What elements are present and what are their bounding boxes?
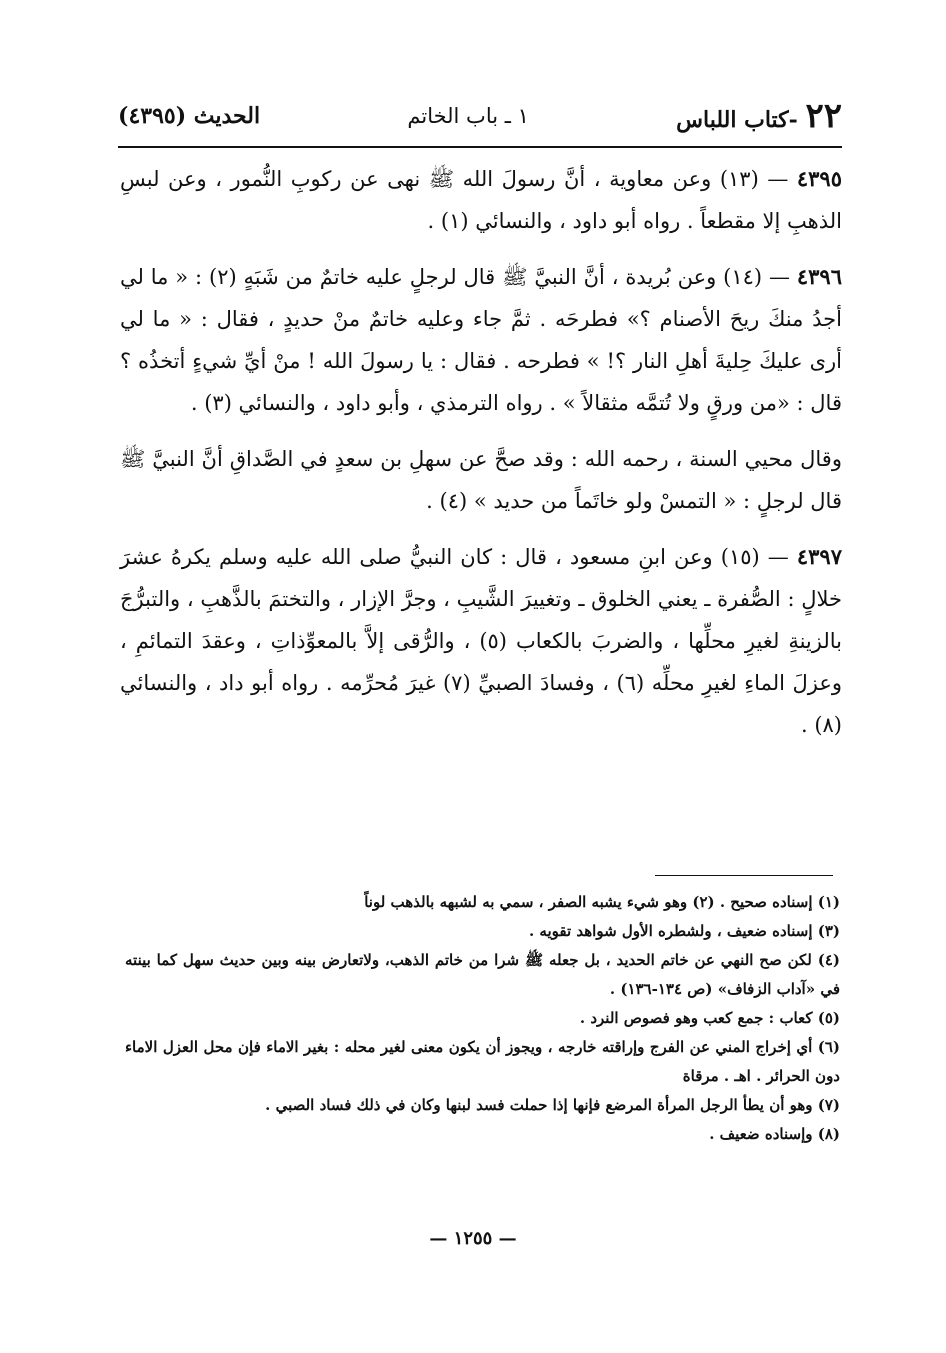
hadith-number: ٤٣٩٧ — [796, 544, 842, 569]
footnotes — [125, 888, 840, 1149]
main-text — [120, 158, 842, 760]
book-number: ٢٢ — [805, 96, 842, 136]
footnote-5: (٥) كعاب : جمع كعب وهو فصوص النرد . — [579, 1009, 840, 1027]
footnote-8: (٨) وإسناده ضعيف . — [709, 1125, 840, 1143]
footnote-rule — [655, 875, 833, 876]
hadith-number: ٤٣٩٦ — [796, 264, 842, 289]
book-title: -كتاب اللباس — [676, 107, 798, 133]
header-rule — [118, 146, 842, 148]
hadith-4397 — [120, 536, 842, 746]
hadith-text: — (١٥) وعن ابنِ مسعود ، قال : كان النبيُّ صلى الله عليه وسلم يكرهُ عشرَ خلالٍ : الصُّفرة ـ يعني الخلوق ـ وتغييرَ الشَّيبِ ، وجرَّ الإزار ، والتختمَ بالذَّهبِ ، والتبرُّجَ بالزينةِ لغيرِ محلِّها ، والضربَ بالكعاب (٥) ، والرُّقى إلاَّ بالمعوِّذاتِ ، وعقدَ التمائمِ ، وعزلَ الماءِ لغيرِ محلِّه (٦) ، وفسادَ الصبيِّ (٧) غيرَ مُحرِّمه . رواه أبو داد ، والنسائي (٨) . — [120, 545, 843, 737]
chapter-title: ١ ـ باب الخاتم — [407, 104, 529, 128]
hadith-4396 — [120, 256, 842, 424]
hadith-reference: الحديث (٤٣٩٥) — [118, 103, 261, 129]
header-book — [676, 96, 842, 136]
footnote-1-2: (١) إسناده صحيح . (٢) وهو شيء يشبه الصفر ، سمي به لشبهه بالذهب لوناً — [364, 893, 840, 911]
hadith-4395 — [120, 158, 842, 242]
running-header — [118, 92, 842, 140]
commentary-text: وقال محيي السنة ، رحمه الله : وقد صحَّ عن سهلِ بن سعدٍ في الصَّداقِ أنَّ النبيَّ ﷺ قال لرجلٍ : « التمسْ ولو خاتَماً من حديد » (٤) . — [120, 447, 842, 513]
footnote-7: (٧) وهو أن يطأ الرجل المرأة المرضع فإنها إذا حملت فسد لبنها وكان في ذلك فساد الصبي . — [265, 1096, 840, 1114]
hadith-text: — (١٤) وعن بُريدة ، أنَّ النبيَّ ﷺ قال لرجلٍ عليه خاتمٌ من شَبَهٍ (٢) : « ما لي أجدُ منكَ ريحَ الأصنام ؟» فطرحَه . ثمَّ جاء وعليه خاتمٌ منْ حديدٍ ، فقال : « ما لي أرى عليكَ حِليةَ أهلِ النار ؟! » فطرحه . فقال : يا رسولَ الله ! منْ أيِّ شيءٍ أتخذُه ؟ قال : «من ورقٍ ولا تُتمَّه مثقالاً » . رواه الترمذي ، وأبو داود ، والنسائي (٣) . — [120, 265, 842, 415]
footnote-6: (٦) أي إخراج المني عن الفرج وإراقته خارجه ، ويجوز أن يكون معنى لغير محله : بغير الاماء فإن محل العزل الاماء دون الحرائر . اهـ . مرقاة — [125, 1038, 840, 1085]
hadith-text: — (١٣) وعن معاوية ، أنَّ رسولَ الله ﷺ نهى عن ركوبِ النُّمور ، وعن لبسِ الذهبِ إلا مقطعاً . رواه أبو داود ، والنسائي (١) . — [120, 167, 842, 233]
page-number: — ١٢٥٥ — — [429, 1228, 517, 1249]
footnote-4: (٤) لكن صح النهي عن خاتم الحديد ، بل جعله ﷺ شرا من خاتم الذهب، ولاتعارض بينه وبين حديث سهل كما بينته في «آداب الزفاف» (ص ١٣٤-١٣٦) . — [125, 951, 840, 998]
commentary — [120, 438, 842, 522]
footnote-3: (٣) إسناده ضعيف ، ولشطره الأول شواهد تقويه . — [528, 922, 840, 940]
hadith-number: ٤٣٩٥ — [796, 166, 842, 191]
